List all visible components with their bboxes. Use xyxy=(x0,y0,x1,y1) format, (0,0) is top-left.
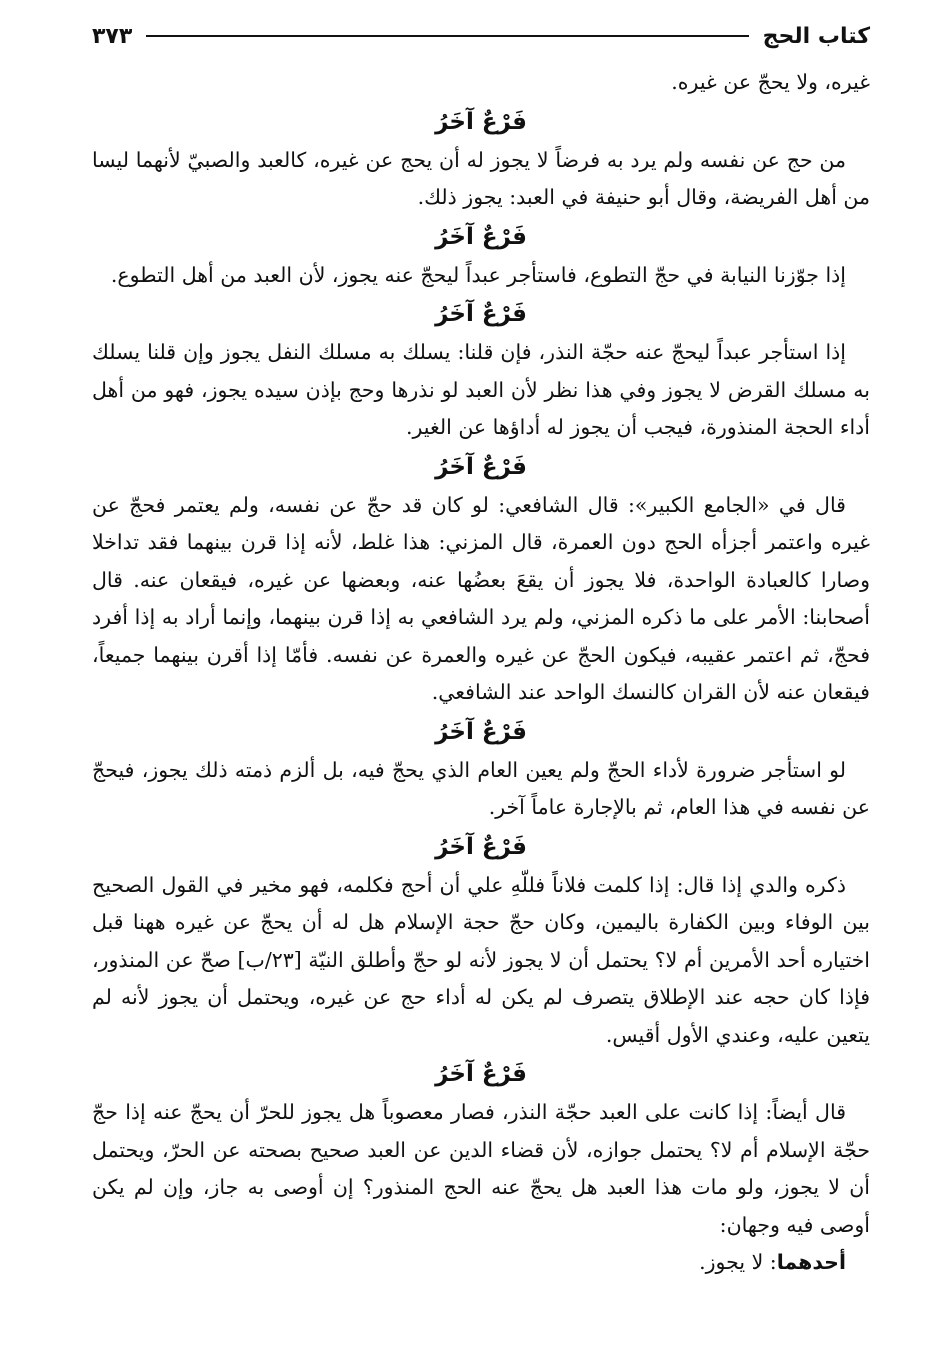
header-rule xyxy=(146,35,748,37)
section-heading: فَرْعٌ آخَرُ xyxy=(435,301,527,327)
continuation-paragraph: غيره، ولا يحجّ عن غيره. xyxy=(671,70,870,94)
section-heading: فَرْعٌ آخَرُ xyxy=(435,833,527,860)
final-line xyxy=(92,1244,870,1282)
section-paragraph: لو استأجر ضرورة لأداء الحجّ ولم يعين العام الذي يحجّ فيه، بل ألزم ذمته ذلك يجوز، فيحجّ عن نفسه في هذا العام، ثم بالإجارة عاماً آخر. xyxy=(92,757,870,819)
section-paragraph: إذا جوّزنا النيابة في حجّ التطوع، فاستأجر عبداً ليحجّ عنه يجوز، لأن العبد من أهل التطوع. xyxy=(110,262,846,287)
final-line-label: أحدهما xyxy=(776,1250,846,1274)
section-heading: فَرْعٌ آخَرُ xyxy=(435,108,527,135)
final-line-text: : لا يجوز. xyxy=(699,1250,777,1274)
book-title: كتاب الحج xyxy=(762,23,870,49)
section-paragraph: إذا استأجر عبداً ليحجّ عنه حجّة النذر، فإن قلنا: يسلك به مسلك النفل يجوز وإن قلنا يسلك به مسلك القرض لا يجوز وفي هذا نظر لأن العبد لو نذرها وحج بإذن سيده يجوز، فهو من أهل أداء الحجة المنذورة، فيجب أن يجوز له أداؤها عن الغير. xyxy=(92,340,870,439)
section-heading: فَرْعٌ آخَرُ xyxy=(435,718,527,745)
section-paragraph: قال في «الجامع الكبير»: قال الشافعي: لو كان قد حجّ عن نفسه، ولم يعتمر فحجّ عن غيره واعتمر أجزأه الحج دون العمرة، قال المزني: هذا غلط، لأنه إذا قرن بينهما فقد تداخلا وصارا كالعبادة الواحدة، فلا يجوز أن يقعَ بعضُها عنه، وبعضها عن غيره، فيقعان عنه. قال أصحابنا: الأمر على ما ذكره المزني، ولم يرد الشافعي به إذا قرن بينهما، وإنما أراد به إذا أفرد فحجّ، ثم اعتمر عقيبه، فيكون الحجّ عن غيره والعمرة عن نفسه. فأمّا إذا أقرن بينهما جميعاً، فيقعان عنه لأن القران كالنسك الواحد عند الشافعي. xyxy=(92,492,870,704)
section-heading: فَرْعٌ آخَرُ xyxy=(435,453,527,480)
section-paragraph: ذكره والدي إذا قال: إذا كلمت فلاناً فللّهِ علي أن أحج فكلمه، فهو مخير في القول الصحيح بين الوفاء وبين الكفارة باليمين، وكان حجّ حجة الإسلام هل له أن يحجّ عن غيره ههنا قبل اختياره أحد الأمرين أم لا؟ يحتمل أن لا يجوز لأنه لو حجّ وأطلق النيّة [٢٣/ب] صحّ عن المنذور، فإذا كان حجه عند الإطلاق يتصرف لم يكن له أداء حج عن غيره، ويحتمل أن يجوز لأنه لم يتعين عليه، وعندي الأول أقيس. xyxy=(92,872,870,1047)
section-heading: فَرْعٌ آخَرُ xyxy=(435,223,527,250)
page xyxy=(92,14,870,1282)
page-header xyxy=(92,14,870,58)
section-heading: فَرْعٌ آخَرُ xyxy=(435,1061,527,1087)
page-number: ٣٧٣ xyxy=(92,23,133,49)
section-paragraph: قال أيضاً: إذا كانت على العبد حجّة النذر، فصار معصوباً هل يجوز للحرّ أن يحجّ عنه إذا حجّ حجّة الإسلام أم لا؟ يحتمل جوازه، لأن قضاء الدين عن العبد صحيح بصحته عن الحرّ، ويحتمل أن لا يجوز، ولو مات هذا العبد هل يحجّ عنه الحج المنذور؟ إن أوصى به جاز، وإن لم يكن أوصى فيه وجهان: xyxy=(92,1100,870,1237)
section-paragraph: من حج عن نفسه ولم يرد به فرضاً لا يجوز له أن يحج عن غيره، كالعبد والصبيّ لأنهما ليسا من أهل الفريضة، وقال أبو حنيفة في العبد: يجوز ذلك. xyxy=(92,147,870,209)
page-body xyxy=(92,64,870,1282)
